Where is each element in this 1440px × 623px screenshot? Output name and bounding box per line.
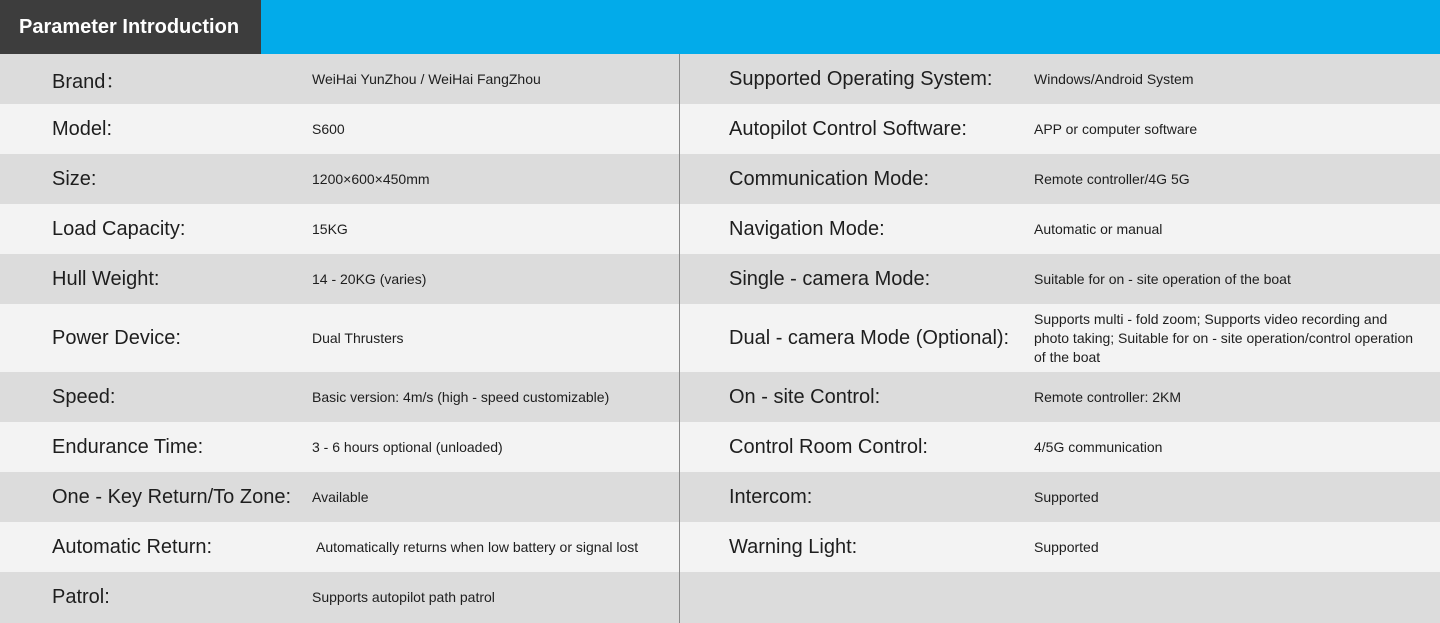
row-label: Control Room Control: xyxy=(729,435,928,458)
header-bar xyxy=(0,0,1440,54)
row-value: 4/5G communication xyxy=(1034,438,1163,455)
table-row xyxy=(0,304,1440,372)
table-row xyxy=(0,422,1440,472)
row-value xyxy=(1034,572,1414,623)
section-title: Parameter Introduction xyxy=(0,0,261,54)
row-value: 1200×600×450mm xyxy=(312,170,430,187)
parameter-table xyxy=(0,54,1440,623)
table-row xyxy=(0,372,1440,422)
row-label: Automatic Return: xyxy=(52,535,213,558)
table-row xyxy=(0,254,1440,304)
column-divider xyxy=(679,54,680,623)
row-value: Basic version: 4m/s (high - speed customizable) xyxy=(312,388,610,405)
row-label: Brand： xyxy=(52,70,126,93)
row-value: Suitable for on - site operation of the boat xyxy=(1034,270,1291,287)
table-row xyxy=(0,522,1440,572)
row-value: Windows/Android System xyxy=(1034,70,1194,87)
row-label xyxy=(729,572,1029,623)
row-label: Communication Mode: xyxy=(729,167,930,190)
row-label: Single - camera Mode: xyxy=(729,267,931,290)
row-value: Dual Thrusters xyxy=(312,329,404,346)
row-value: S600 xyxy=(312,120,345,137)
table-row xyxy=(0,204,1440,254)
row-value: 15KG xyxy=(312,220,348,237)
row-value: Automatically returns when low battery or signal lost xyxy=(316,538,639,555)
row-value: APP or computer software xyxy=(1034,120,1198,137)
row-label: Warning Light: xyxy=(729,535,858,558)
row-value: WeiHai YunZhou / WeiHai FangZhou xyxy=(312,70,541,87)
row-label: One - Key Return/To Zone: xyxy=(52,485,292,508)
table-row xyxy=(0,104,1440,154)
row-label: Autopilot Control Software: xyxy=(729,117,967,140)
row-value: Automatic or manual xyxy=(1034,220,1163,237)
row-label: Hull Weight: xyxy=(52,267,160,290)
row-value: 3 - 6 hours optional (unloaded) xyxy=(312,438,503,455)
row-label: Endurance Time: xyxy=(52,435,204,458)
row-value: Supports multi - fold zoom; Supports video recording and photo taking; Suitable for on - site operation/control operation of the boat xyxy=(1034,310,1414,365)
row-label: Size: xyxy=(52,167,97,190)
row-label: Navigation Mode: xyxy=(729,217,885,240)
row-label: Load Capacity: xyxy=(52,217,186,240)
row-label: Supported Operating System: xyxy=(729,67,993,90)
row-value: Supported xyxy=(1034,538,1099,555)
row-label: Patrol: xyxy=(52,586,110,608)
row-label: Dual - camera Mode (Optional): xyxy=(729,326,1010,349)
table-row xyxy=(0,154,1440,204)
table-row xyxy=(0,472,1440,522)
row-value: Remote controller/4G 5G xyxy=(1034,170,1190,187)
row-label: Model: xyxy=(52,117,113,140)
row-label: Power Device: xyxy=(52,326,181,349)
table-row xyxy=(0,54,1440,104)
row-value: Supports autopilot path patrol xyxy=(312,589,495,605)
row-label: Intercom: xyxy=(729,485,813,508)
row-value: 14 - 20KG (varies) xyxy=(312,270,427,287)
row-label: On - site Control: xyxy=(729,385,881,408)
row-value: Remote controller: 2KM xyxy=(1034,388,1182,405)
row-value: Supported xyxy=(1034,488,1099,505)
table-row xyxy=(0,572,1440,623)
row-label: Speed: xyxy=(52,385,116,408)
row-value: Available xyxy=(312,488,369,505)
